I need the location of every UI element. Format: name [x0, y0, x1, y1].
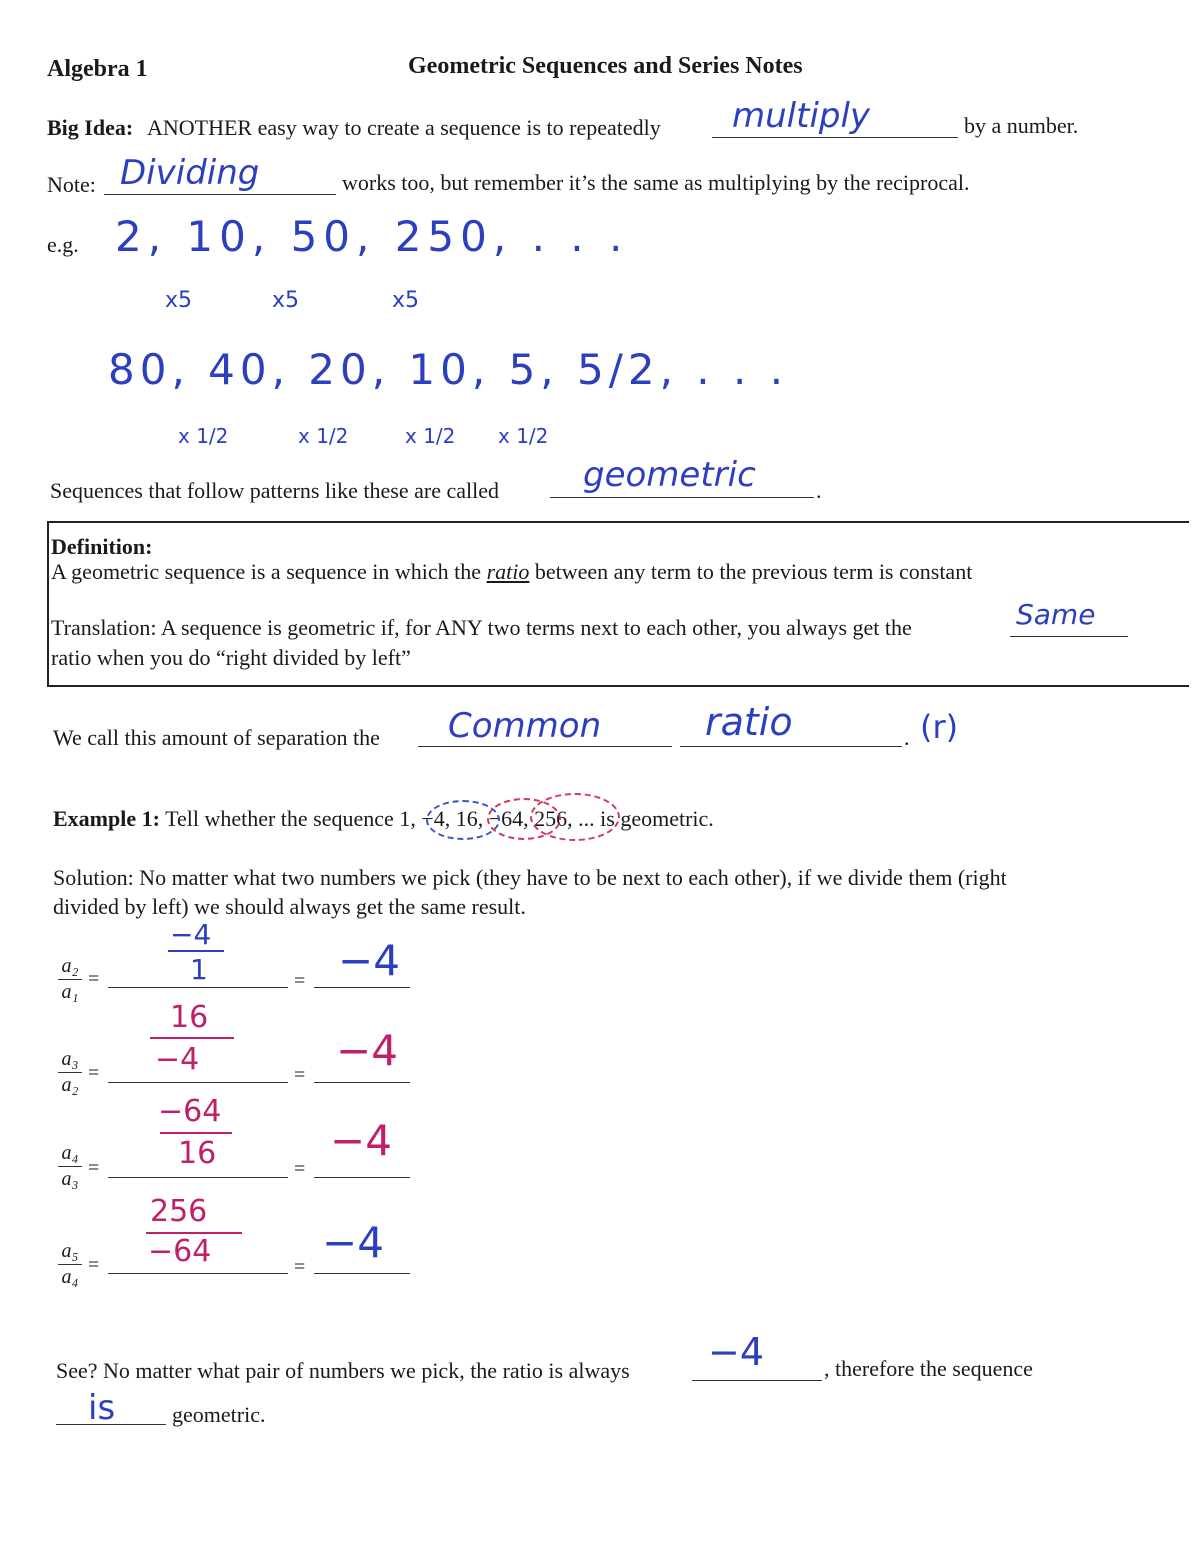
- seq1-op-1: x5: [165, 288, 193, 313]
- ratio-1-equals-2: =: [294, 970, 306, 992]
- handwritten-sequence-1: 2, 10, 50, 250, . . .: [115, 212, 629, 261]
- ratio-2-hw-num: 16: [170, 1000, 209, 1035]
- seq2-op-3: x 1/2: [405, 424, 456, 448]
- ratio-3-fraction: [58, 1142, 82, 1191]
- handwritten-sequence-2: 80, 40, 20, 10, 5, 5/2, . . .: [108, 345, 789, 394]
- page-title: Geometric Sequences and Series Notes: [408, 53, 803, 79]
- ratio-4-den: a₄: [61, 1266, 79, 1288]
- ratio-4-result-blank: [314, 1273, 410, 1274]
- ratio-2-num: a₃: [61, 1048, 79, 1070]
- called-blank: [550, 497, 814, 498]
- ratio-2-result: −4: [336, 1026, 398, 1075]
- ratio-3-hw-num: −64: [158, 1094, 222, 1129]
- pair-circle-3: [530, 793, 620, 841]
- ratio-1-fraction: [58, 955, 82, 1004]
- ratio-3-result: −4: [330, 1116, 392, 1165]
- common-ratio-answer-1: Common: [448, 706, 602, 746]
- example1-label: Example 1:: [53, 806, 160, 831]
- big-idea-text-after: by a number.: [964, 113, 1079, 138]
- translation-line-1: Translation: A sequence is geometric if, for ANY two terms next to each other, you always get the: [51, 615, 912, 640]
- ratio-2-blank: [108, 1082, 288, 1083]
- ratio-3-equals-2: =: [294, 1158, 306, 1180]
- ratio-1-den: a₁: [61, 981, 79, 1003]
- conclusion-blank: [692, 1380, 822, 1381]
- conclusion-text: See? No matter what pair of numbers we pick, the ratio is always: [56, 1358, 630, 1383]
- big-idea-answer: multiply: [732, 96, 871, 136]
- ratio-2-equals: =: [88, 1062, 100, 1084]
- example1-text-after: is geometric.: [600, 806, 714, 831]
- ratio-1-result: −4: [338, 936, 400, 985]
- ratio-4-equals-2: =: [294, 1256, 306, 1278]
- ratio-2-hw-bar: [150, 1037, 234, 1039]
- definition-text-before: A geometric sequence is a sequence in which the: [51, 559, 482, 584]
- definition-text: [51, 559, 972, 585]
- ratio-3-hw-bar: [160, 1132, 232, 1134]
- called-end: .: [816, 478, 822, 503]
- ratio-4-blank: [108, 1273, 288, 1274]
- definition-text-after: between any term to the previous term is constant: [534, 559, 973, 584]
- note-label: Note:: [47, 172, 96, 197]
- ratio-3-result-blank: [314, 1177, 410, 1178]
- ratio-4-result: −4: [322, 1218, 384, 1267]
- solution-line-1: Solution: No matter what two numbers we pick (they have to be next to each other), if we divide them (right: [53, 865, 1007, 890]
- common-ratio-blank-1: [418, 746, 672, 747]
- conclusion-end: geometric.: [172, 1402, 266, 1427]
- course-title: Algebra 1: [47, 56, 148, 82]
- translation-answer: Same: [1016, 598, 1096, 631]
- ratio-1-num: a₂: [61, 955, 79, 977]
- conclusion-text-after: , therefore the sequence: [824, 1356, 1033, 1381]
- conclusion-answer: −4: [708, 1330, 765, 1374]
- solution-line-2: divided by left) we should always get the same result.: [53, 894, 526, 919]
- seq2-op-1: x 1/2: [178, 424, 229, 448]
- ratio-3-hw-den: 16: [178, 1136, 217, 1171]
- ratio-4-hw-den: −64: [148, 1234, 212, 1269]
- ratio-4-num: a₅: [61, 1240, 79, 1262]
- ratio-4-fraction: [58, 1240, 82, 1289]
- ratio-1-result-blank: [314, 987, 410, 988]
- translation-blank: [1010, 636, 1128, 637]
- common-ratio-symbol: (r): [920, 708, 959, 746]
- note-text: works too, but remember it’s the same as multiplying by the reciprocal.: [342, 170, 970, 195]
- called-answer: geometric: [583, 455, 756, 495]
- big-idea-label: Big Idea:: [47, 115, 134, 140]
- ratio-2-result-blank: [314, 1082, 410, 1083]
- definition-label: Definition:: [51, 534, 153, 559]
- ratio-1-blank: [108, 987, 288, 988]
- ratio-2-fraction: [58, 1048, 82, 1097]
- ratio-3-num: a₄: [61, 1142, 79, 1164]
- seq1-op-3: x5: [392, 288, 420, 313]
- translation-line-2: ratio when you do “right divided by left”: [51, 645, 411, 670]
- big-idea-text: ANOTHER easy way to create a sequence is to repeatedly: [147, 115, 661, 140]
- ratio-4-equals: =: [88, 1254, 100, 1276]
- example1-text: Tell whether the sequence: [165, 806, 394, 831]
- ratio-4-hw-num: 256: [150, 1194, 208, 1229]
- common-ratio-blank-2: [680, 746, 902, 747]
- ratio-2-den: a₂: [61, 1074, 79, 1096]
- big-idea-blank: [712, 137, 958, 138]
- ratio-3-den: a₃: [61, 1168, 79, 1190]
- conclusion-answer-2: is: [88, 1388, 116, 1428]
- ratio-2-hw-den: −4: [155, 1042, 200, 1077]
- ratio-3-blank: [108, 1177, 288, 1178]
- example1-sequence: 1, −4, 16, −64, 256, ...: [399, 806, 595, 831]
- example-label: e.g.: [47, 232, 79, 257]
- common-ratio-end: .: [904, 725, 910, 750]
- common-ratio-text: We call this amount of separation the: [53, 725, 380, 750]
- seq2-op-4: x 1/2: [498, 424, 549, 448]
- seq2-op-2: x 1/2: [298, 424, 349, 448]
- seq1-op-2: x5: [272, 288, 300, 313]
- ratio-3-equals: =: [88, 1157, 100, 1179]
- common-ratio-answer-2: ratio: [705, 700, 793, 744]
- note-answer: Dividing: [120, 153, 260, 193]
- note-blank: [104, 194, 336, 195]
- ratio-1-hw-bar: [168, 950, 224, 952]
- ratio-2-equals-2: =: [294, 1064, 306, 1086]
- definition-keyword: ratio: [486, 559, 530, 584]
- ratio-1-equals: =: [88, 968, 100, 990]
- ratio-1-hw-num: −4: [170, 918, 212, 951]
- called-text: Sequences that follow patterns like these are called: [50, 478, 499, 503]
- ratio-1-hw-den: 1: [190, 953, 208, 986]
